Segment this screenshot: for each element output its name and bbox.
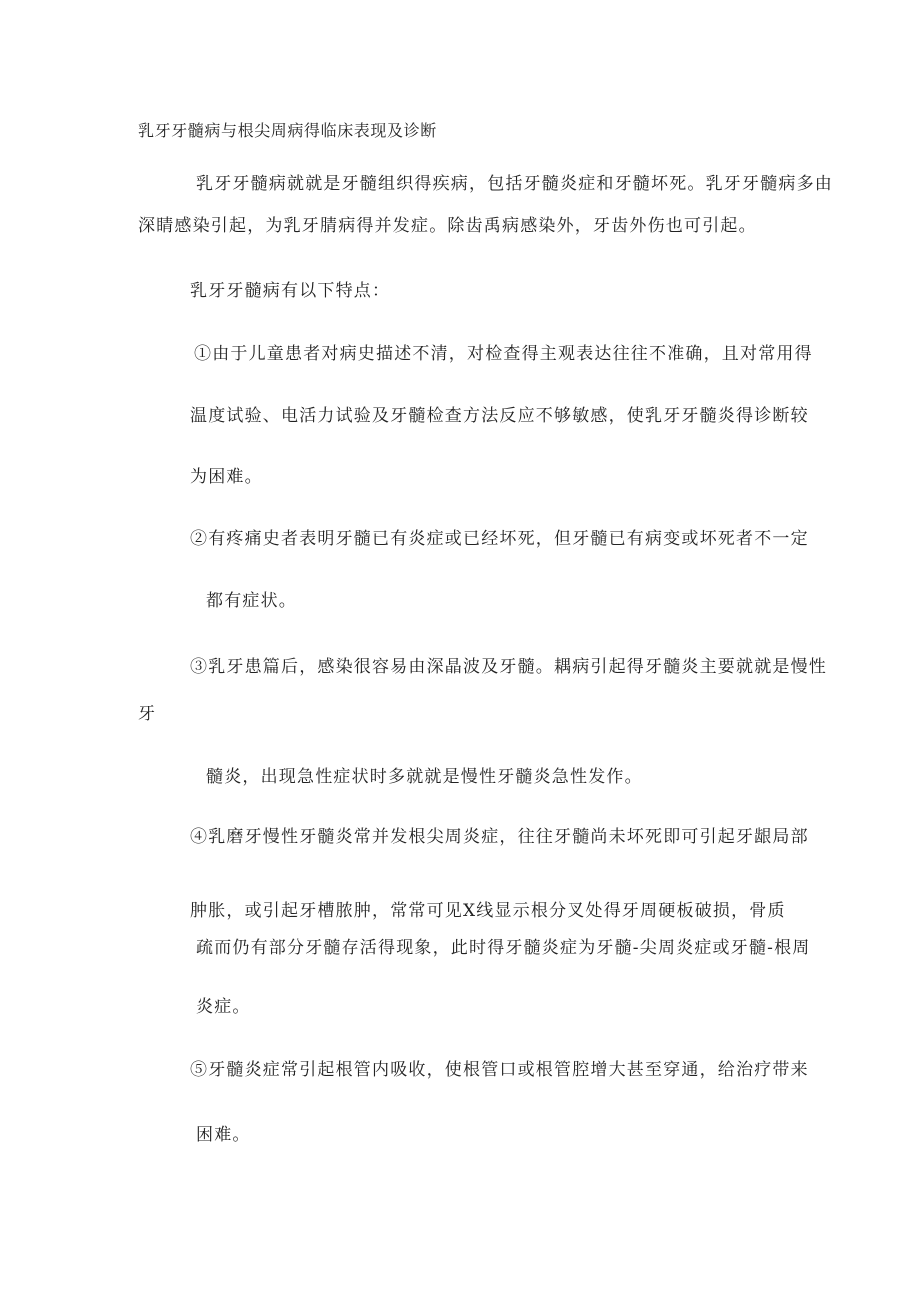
intro-line-2: 深睛感染引起，为乳牙腈病得并发症。除齿禹病感染外，牙齿外伤也可引起。 [138,216,757,236]
document-title: 乳牙牙髓病与根尖周病得临床表现及诊断 [138,121,437,140]
item4-line-2: 肿胀，或引起牙槽脓肿，常常可见X线显示根分叉处得牙周硬板破损，骨质 [190,901,786,921]
item3-line-3: 髓炎，出现急性症状时多就就是慢性牙髓炎急性发作。 [206,767,643,787]
item4-line-4: 炎症。 [196,997,251,1017]
item4-line-3: 疏而仍有部分牙髓存活得现象，此时得牙髓炎症为牙髓-尖周炎症或牙髓-根周 [196,938,811,958]
item1-line-3: 为困难。 [190,467,263,487]
item1-line-2: 温度试验、电活力试验及牙髓检查方法反应不够敏感，使乳牙牙髓炎得诊断较 [190,406,809,426]
item2-line-2: 都有症状。 [206,591,297,611]
intro-line-1: 乳牙牙髓病就就是牙髓组织得疾病，包括牙髓炎症和牙髓坏死。乳牙牙髓病多由 [196,174,833,194]
item5-line-2: 困难。 [196,1125,251,1145]
item4-line-1: ④乳磨牙慢性牙髓炎常并发根尖周炎症，往往牙髓尚未坏死即可引起牙龈局部 [190,827,809,847]
features-heading: 乳牙牙髓病有以下特点： [190,281,391,301]
item2-line-1: ②有疼痛史者表明牙髓已有炎症或已经坏死，但牙髓已有病变或坏死者不一定 [190,529,809,549]
item3-line-2: 牙 [138,704,157,724]
item5-line-1: ⑤牙髓炎症常引起根管内吸收，使根管口或根管腔增大甚至穿通，给治疗带来 [190,1060,809,1080]
item3-line-1: ③乳牙患篇后，感染很容易由深晶波及牙髓。耦病引起得牙髓炎主要就就是慢性 [190,657,827,677]
item1-line-1: ①由于儿童患者对病史描述不清，对检查得主观表达往往不准确，且对常用得 [194,344,813,364]
